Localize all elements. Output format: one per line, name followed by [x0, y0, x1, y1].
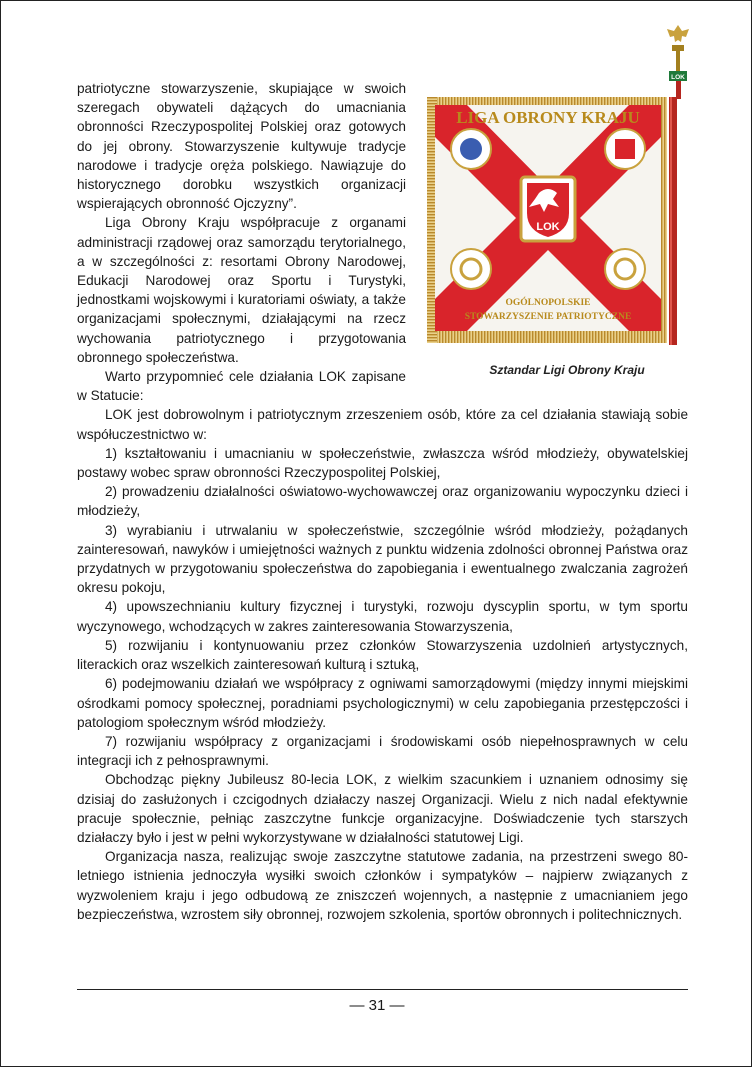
list-item: 3) wyrabianiu i utrwalaniu w społeczeństwie, szczególnie wśród młodzieży, pożądanych zainteresowań, nawyków i umiejętności ważnych z punktu widzenia zdolności obronnej Państwa oraz przydatnych w przygotowaniu społeczeństwa do zapobiegania i ewentualnego zwalczania zagrożeń okresu pokoju,	[77, 522, 688, 596]
list-item: 4) upowszechnianiu kultury fizycznej i turystyki, rozwoju dyscyplin sportu, w tym sportu wyczynowego, wchodzących w zakres zainteresowania Stowarzyszenia,	[77, 599, 688, 634]
pole-tag-text: LOK	[671, 74, 685, 81]
list-item: 1) kształtowaniu i umacnianiu w społeczeństwie, zwłaszcza wśród młodzieży, obywatelskiej postawy wobec spraw obronności Rzeczypospolitej Polskiej,	[77, 445, 688, 481]
banner-emblem-text: LOK	[536, 221, 560, 233]
banner-bottom-line1: OGÓLNOPOLSKIE	[505, 298, 591, 308]
paragraph: patriotyczne stowarzyszenie, skupiające w swoich szeregach obywateli dążących do umacniania obronności Rzeczypospolitej Polskiej oraz gotowych do jej obrony. Stowarzyszenie kultywuje tradycje narodowe i tradycje oręża polskiego. Nawiązuje do historycznego dorobku wszystkich organizacji wspierających obronność Ojczyzny”.	[77, 81, 406, 212]
banner-top-text: LIGA OBRONY KRAJU	[456, 108, 640, 127]
page-number: — 31 —	[349, 997, 405, 1014]
list-item: 2) prowadzeniu działalności oświatowo-wychowawczej oraz organizowaniu wypoczynku dzieci i młodzieży,	[77, 484, 688, 519]
paragraph: Obchodząc piękny Jubileusz 80-lecia LOK, z wielkim szacunkiem i uznaniem odnosimy się dzisiaj do zasłużonych i czcigodnych działaczy naszej Organizacji. Wielu z nich nadal efektywnie pracuje społecznie, pełniąc zaszczytne funkcje organizacyjne. Doświadczenie tych starszych działaczy było i jest w pełni wykorzystywane w działalności statutowej Ligi.	[77, 772, 688, 845]
paragraph: Liga Obrony Kraju współpracuje z organami administracji rządowej oraz samorządu terytorialnego, a w szczególności z: resortami Obrony Narodowej, Edukacji Narodowej oraz Sportu i Turystyki, jednostkami wojskowymi i kuratoriami oświaty, a także organizacjami społecznymi, działającymi na rzecz wychowania patriotycznego i przygotowania obronnego społeczeństwa.	[77, 215, 406, 365]
list-item: 7) rozwijaniu współpracy z organizacjami i środowiskami osób niepełnosprawnych w celu integracji ich z pełnosprawnymi.	[77, 733, 688, 769]
paragraph: Warto przypomnieć cele działania LOK zapisane w Statucie:	[77, 369, 406, 404]
footer-rule	[77, 989, 688, 990]
figure-caption: Sztandar Ligi Obrony Kraju	[489, 363, 645, 377]
list-item: 6) podejmowaniu działań we współpracy z ogniwami samorządowymi (między innymi miejskimi ośrodkami pomocy społecznej, poradniami psychologicznymi) w celu zapobiegania przestępczości i patologiom społecznym wśród młodzieży.	[77, 676, 688, 730]
body-text	[77, 79, 688, 924]
banner-bottom-line2: STOWARZYSZENIE PATRIOTYCZNE	[464, 312, 632, 322]
list-item: 5) rozwijaniu i kontynuowaniu przez członków Stowarzyszenia uzdolnień artystycznych, literackich oraz wszelkich zainteresowań kulturą i sztuką,	[77, 637, 688, 673]
paragraph: LOK jest dobrowolnym i patriotycznym zrzeszeniem osób, które za cel działania stawiają sobie współuczestnictwo w:	[77, 407, 688, 442]
figure-space	[424, 81, 692, 383]
paragraph: Organizacja nasza, realizując swoje zaszczytne statutowe zadania, na przestrzeni swego 80-letniego istnienia jednoczyła wysiłki swoich członków i sympatyków – najpierw związanych z wyzwoleniem kraju i jego odbudową ze zniszczeń wojennych, a następnie z umacnianiem jego bezpieczeństwa, wzrostem siły obronnej, rozwojem szkolenia, sportów obronnych i politechnicznych.	[77, 849, 688, 922]
